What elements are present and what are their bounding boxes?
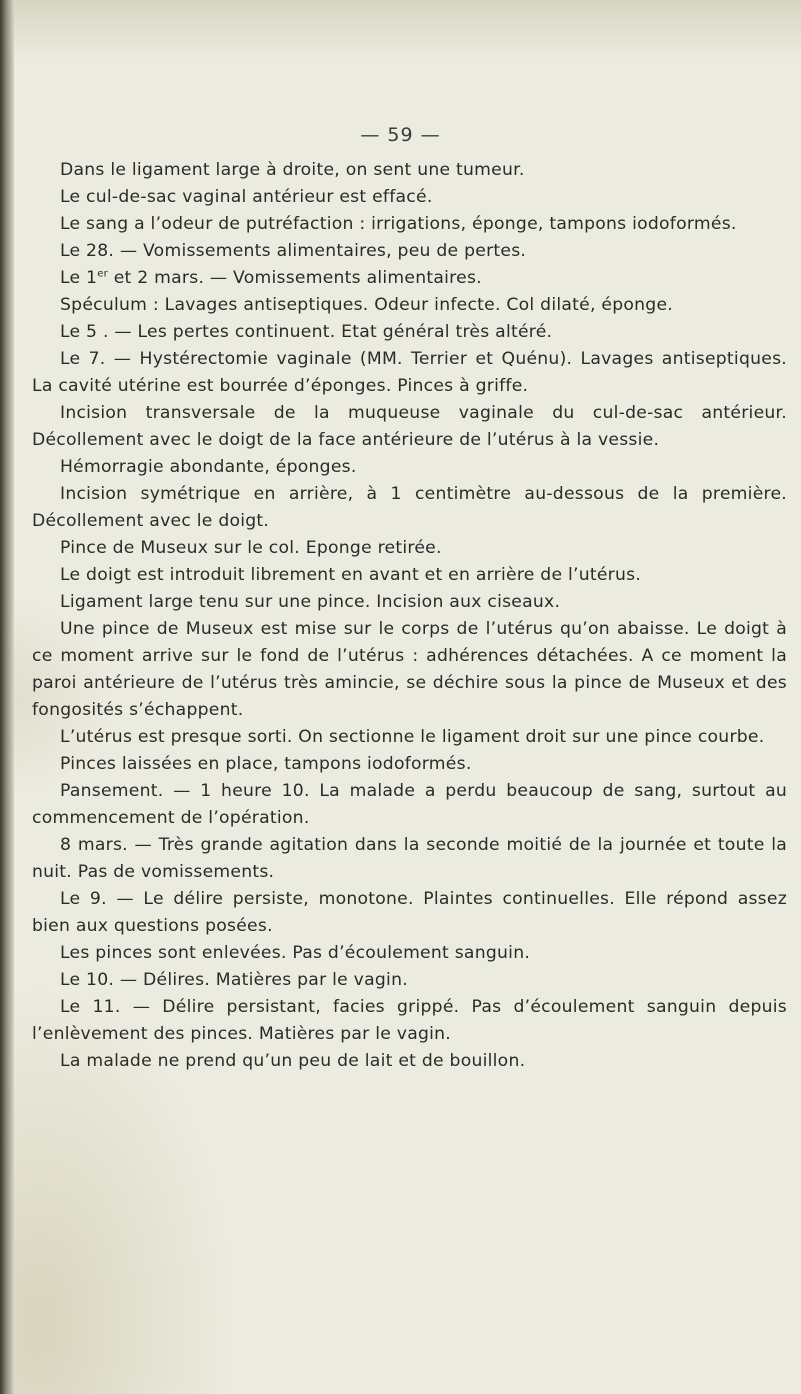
paragraph: Pince de Museux sur le col. Eponge retirée.: [60, 538, 442, 558]
paragraph: L’utérus est presque sorti. On sectionne le ligament droit sur une pince courbe.: [60, 727, 765, 747]
page-binding-edge: [0, 0, 14, 1394]
paragraph: Le doigt est introduit librement en avant et en arrière de l’utérus.: [60, 565, 642, 585]
superscript: er: [97, 268, 109, 280]
page-number: — 59 —: [360, 124, 441, 146]
paragraph: Spéculum : Lavages antiseptiques. Odeur infecte. Col dilaté, éponge.: [60, 295, 673, 315]
paragraph: [32, 265, 787, 292]
paragraph: Les pinces sont enlevées. Pas d’écoulement sanguin.: [60, 943, 531, 963]
paragraph: La malade ne prend qu’un peu de lait et de bouillon.: [60, 1051, 526, 1071]
page-top-shade: [14, 0, 801, 60]
paragraph: Incision transversale de la muqueuse vaginale du cul-de-sac antérieur. Décollement avec le doigt de la face antérieure de l’utérus à la vessie.: [32, 403, 787, 450]
paragraph: Une pince de Museux est mise sur le corps de l’utérus qu’on abaisse. Le doigt à ce moment arrive sur le fond de l’utérus : adhérences détachées. A ce moment la paroi antérieure de l’utérus très amincie, se déchire sous la pince de Museux et des fongosités s’échappent.: [32, 619, 787, 720]
paragraph: Le sang a l’odeur de putréfaction : irrigations, éponge, tampons iodoformés.: [60, 214, 737, 234]
paragraph: Le 9. — Le délire persiste, monotone. Plaintes continuelles. Elle répond assez bien aux questions posées.: [32, 889, 787, 936]
paragraph: 8 mars. — Très grande agitation dans la seconde moitié de la journée et toute la nuit. Pas de vomissements.: [32, 835, 787, 882]
paragraph: Incision symétrique en arrière, à 1 centimètre au-dessous de la première. Décollement avec le doigt.: [32, 484, 787, 531]
paragraph-text: Le 1: [60, 268, 98, 288]
paragraph: Ligament large tenu sur une pince. Incision aux ciseaux.: [60, 592, 561, 612]
paragraph: Le 7. — Hystérectomie vaginale (MM. Terrier et Quénu). Lavages antiseptiques. La cavité utérine est bourrée d’éponges. Pinces à griffe.: [32, 349, 787, 396]
paragraph: Dans le ligament large à droite, on sent une tumeur.: [60, 160, 525, 180]
body-text: [32, 157, 787, 1075]
paragraph: Le 11. — Délire persistant, facies grippé. Pas d’écoulement sanguin depuis l’enlèvement des pinces. Matières par le vagin.: [32, 997, 787, 1044]
paragraph: Le 10. — Délires. Matières par le vagin.: [60, 970, 408, 990]
paragraph: Pinces laissées en place, tampons iodoformés.: [60, 754, 472, 774]
paragraph-text: et 2 mars. — Vomissements alimentaires.: [108, 268, 482, 288]
paragraph: Le cul-de-sac vaginal antérieur est effacé.: [60, 187, 433, 207]
paragraph: Le 28. — Vomissements alimentaires, peu de pertes.: [60, 241, 527, 261]
paragraph: Pansement. — 1 heure 10. La malade a perdu beaucoup de sang, surtout au commencement de l’opération.: [32, 781, 787, 828]
paragraph: Hémorragie abondante, éponges.: [60, 457, 357, 477]
paragraph: Le 5 . — Les pertes continuent. Etat général très altéré.: [60, 322, 553, 342]
